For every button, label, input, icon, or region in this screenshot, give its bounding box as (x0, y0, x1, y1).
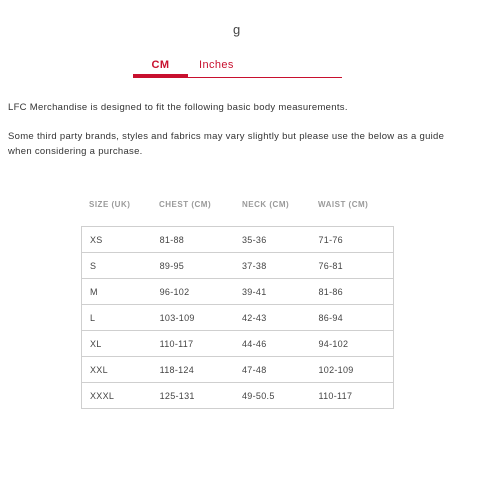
tab-inches[interactable]: Inches (199, 59, 234, 71)
size-cell: S (82, 253, 160, 279)
header-waist: WAIST (CM) (318, 200, 369, 209)
header-neck: NECK (CM) (242, 200, 290, 209)
table-row (82, 279, 394, 305)
neck-cell: 39-41 (242, 279, 318, 305)
chest-cell: 110-117 (160, 331, 242, 357)
intro-text: LFC Merchandise is designed to fit the following basic body measurements. (8, 102, 348, 113)
size-cell: M (82, 279, 160, 305)
size-table (81, 226, 394, 409)
neck-cell: 49-50.5 (242, 383, 318, 409)
chest-cell: 96-102 (160, 279, 242, 305)
waist-cell: 110-117 (318, 383, 393, 409)
waist-cell: 102-109 (318, 357, 393, 383)
neck-cell: 37-38 (242, 253, 318, 279)
chest-cell: 89-95 (160, 253, 242, 279)
waist-cell: 71-76 (318, 227, 393, 253)
size-cell: XXL (82, 357, 160, 383)
guide-text: Some third party brands, styles and fabrics may vary slightly but please use the below as a guide when considering a purchase. (8, 131, 445, 157)
table-row (82, 357, 394, 383)
unit-tabs (133, 56, 342, 78)
chest-cell: 125-131 (160, 383, 242, 409)
waist-cell: 76-81 (318, 253, 393, 279)
size-table-headers (81, 200, 394, 214)
waist-cell: 94-102 (318, 331, 393, 357)
page-title-fragment: g (233, 22, 241, 37)
header-size: SIZE (UK) (89, 200, 131, 209)
table-row (82, 331, 394, 357)
neck-cell: 47-48 (242, 357, 318, 383)
table-row (82, 383, 394, 409)
size-cell: XS (82, 227, 160, 253)
table-row (82, 227, 394, 253)
header-chest: CHEST (CM) (159, 200, 212, 209)
size-cell: XXXL (82, 383, 160, 409)
table-row (82, 253, 394, 279)
waist-cell: 86-94 (318, 305, 393, 331)
chest-cell: 81-88 (160, 227, 242, 253)
neck-cell: 35-36 (242, 227, 318, 253)
chest-cell: 118-124 (160, 357, 242, 383)
neck-cell: 44-46 (242, 331, 318, 357)
table-row (82, 305, 394, 331)
tab-cm[interactable]: CM (133, 56, 188, 77)
neck-cell: 42-43 (242, 305, 318, 331)
waist-cell: 81-86 (318, 279, 393, 305)
chest-cell: 103-109 (160, 305, 242, 331)
size-cell: L (82, 305, 160, 331)
size-cell: XL (82, 331, 160, 357)
